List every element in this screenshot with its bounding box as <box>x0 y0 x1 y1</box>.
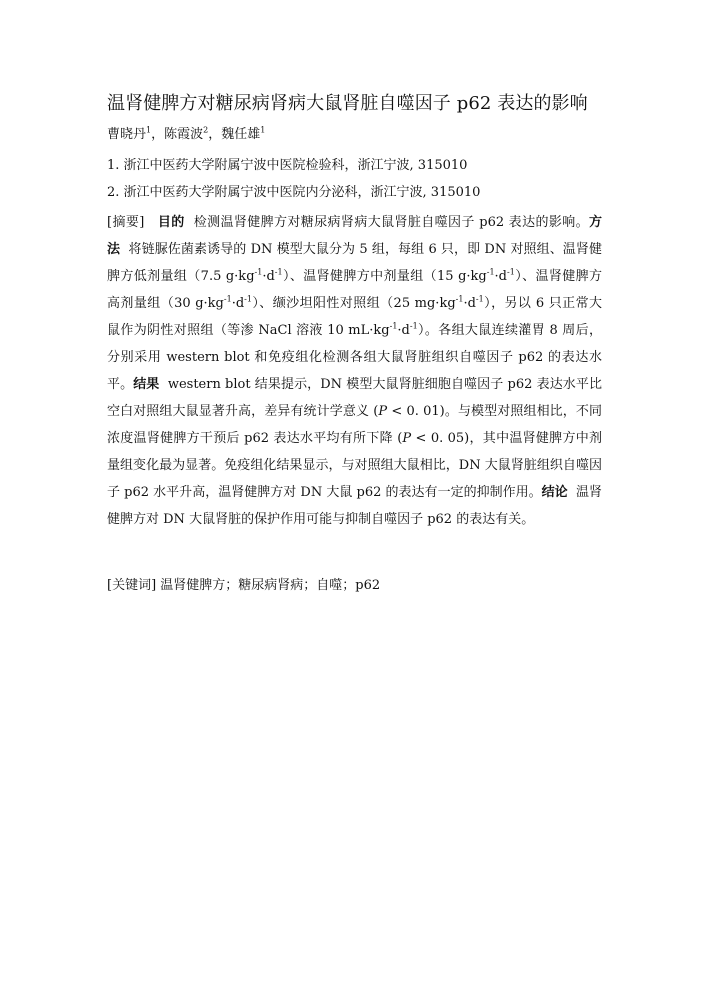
affiliation-1: 1. 浙江中医药大学附属宁波中医院检验科，浙江宁波, 315010 <box>107 158 468 173</box>
methods-text: ）、温肾健脾方高剂量组（30 g·kg <box>107 269 602 311</box>
unit-exponent: -1 <box>223 294 232 304</box>
methods-text: ·d <box>397 323 410 338</box>
author-affiliation-mark: 1 <box>146 125 152 135</box>
methods-text: ）。各组大鼠连续灌胃 8 周后，分别采用 western blot 和免疫组化检测各组大鼠肾脏组织自噬因子 p62 的表达水平。 <box>107 323 603 392</box>
results-text: western blot 结果提示，DN 模型大鼠肾脏细胞自噬因子 p62 表达水平比空白对照组大鼠显著升高，差异有统计学意义 ( <box>107 377 602 419</box>
results-text: < 0. 01)。与模型对照组相比，不同浓度温肾健脾方干预后 p62 表达水平均有所下降 ( <box>107 404 602 446</box>
results-label: 结果 <box>133 377 160 392</box>
keywords-label: [关键词] <box>107 578 157 593</box>
author-separator: ， <box>151 127 165 142</box>
author-list <box>107 126 265 144</box>
abstract-body <box>107 209 602 533</box>
unit-exponent: -1 <box>244 294 252 304</box>
methods-text: ·d <box>262 269 275 284</box>
author-name: 陈霞波 <box>164 127 204 142</box>
keywords <box>107 576 380 596</box>
methods-text: ·d <box>463 296 476 311</box>
unit-exponent: -1 <box>475 294 484 304</box>
methods-text: ·d <box>231 296 245 311</box>
unit-exponent: -1 <box>455 294 464 304</box>
unit-exponent: -1 <box>254 267 263 277</box>
methods-text: 将链脲佐菌素诱导的 DN 模型大鼠分为 5 组，每组 6 只，即 DN 对照组、温肾健脾方低剂量组（7.5 g·kg <box>107 242 602 284</box>
author-affiliation-mark: 1 <box>260 125 266 135</box>
conclusion-text: 温肾健脾方对 DN 大鼠肾脏的保护作用可能与抑制自噬因子 p62 的表达有关。 <box>107 485 602 527</box>
abstract <box>107 209 602 533</box>
methods-text: ·d <box>494 269 508 284</box>
unit-exponent: -1 <box>507 267 515 277</box>
author-name: 曹晓丹 <box>107 127 147 142</box>
objective-text: 检测温肾健脾方对糖尿病肾病大鼠肾脏自噬因子 p62 表达的影响。 <box>193 215 589 230</box>
unit-exponent: -1 <box>274 267 283 277</box>
methods-text: ）、温肾健脾方中剂量组（15 g·kg <box>282 269 487 284</box>
methods-label: 方法 <box>107 215 603 257</box>
affiliation-2: 2. 浙江中医药大学附属宁波中医院内分泌科，浙江宁波, 315010 <box>107 185 481 200</box>
paper-title: 温肾健脾方对糖尿病肾病大鼠肾脏自噬因子 p62 表达的影响 <box>107 93 588 114</box>
objective-label: 目的 <box>157 215 185 230</box>
results-text: < 0. 05)，其中温肾健脾方中剂量组变化最为显著。免疫组化结果显示，与对照组大鼠相比，DN 大鼠肾脏组织自噬因子 p62 水平升高，温肾健脾方对 DN 大鼠 p62 的表达有一定的抑制作用。 <box>107 431 602 500</box>
keywords-text: 温肾健脾方；糖尿病肾病；自噬；p62 <box>160 578 381 593</box>
methods-text: ）、缬沙坦阳性对照组（25 mg·kg <box>251 296 456 311</box>
p-value-symbol: P <box>402 431 412 446</box>
author-affiliation-mark: 2 <box>203 125 209 135</box>
author-separator: ， <box>208 127 222 142</box>
p-value-symbol: P <box>378 404 388 419</box>
unit-exponent: -1 <box>486 267 495 277</box>
methods-text: ），另以 6 只正常大鼠作为阴性对照组（等渗 NaCl 溶液 10 mL·kg <box>107 296 603 338</box>
author-name: 魏任雄 <box>221 127 261 142</box>
conclusion-label: 结论 <box>541 485 568 500</box>
unit-exponent: -1 <box>409 321 418 331</box>
unit-exponent: -1 <box>389 321 398 331</box>
abstract-label: [摘要] <box>107 215 145 230</box>
